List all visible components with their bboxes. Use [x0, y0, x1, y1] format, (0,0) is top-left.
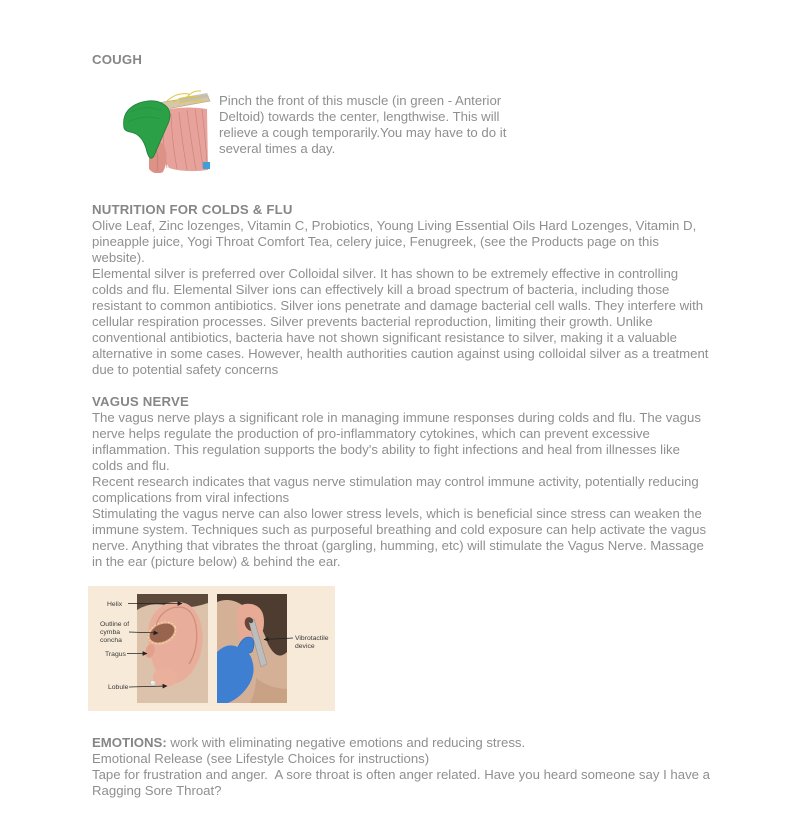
label-tragus: Tragus [105, 651, 126, 658]
vagus-paragraph-stimulation: Stimulating the vagus nerve can also lower stress levels, which is beneficial since stress can weaken the immune system. Techniques such as purposeful breathing and cold exposure can help activate the vagus nerve. Anything that vibrates the throat (gargling, humming, etc) will stimulate the Vagus Nerve. Massage in the ear (picture below) & behind the ear. [92, 506, 710, 569]
blue-marker-square [203, 162, 210, 169]
earring-shape [150, 680, 155, 685]
label-vibrotactile-line1: Vibrotactile [295, 635, 329, 642]
nutrition-paragraph-supplements: Olive Leaf, Zinc lozenges, Vitamin C, Probiotics, Young Living Essential Oils Hard Lozenges, Vitamin D, pineapple juice, Yogi Throat Comfort Tea, celery juice, Fenugreek, (see the Products page on this website). [92, 218, 700, 265]
ear-massage-figure [88, 586, 335, 711]
emotions-lead-rest: work with eliminating negative emotions and reducing stress. [166, 735, 526, 750]
vagus-nerve-section [92, 394, 712, 570]
label-helix: Helix [107, 601, 123, 608]
vagus-paragraph-research: Recent research indicates that vagus nerve stimulation may control immune activity, potentially reducing complications from viral infections [92, 474, 703, 505]
label-vibrotactile-line2: device [295, 643, 315, 650]
vagus-paragraph-immune: The vagus nerve plays a significant role in managing immune responses during colds and flu. The vagus nerve helps regulate the production of pro-inflammatory cytokines, which can prevent excessive inflammation. This regulation supports the body's ability to fight infections and heal from illnesses like colds and flu. [92, 410, 705, 473]
nutrition-heading: NUTRITION FOR COLDS & FLU [92, 202, 293, 217]
emotions-heading: EMOTIONS: [92, 735, 167, 750]
vibrotactile-device-photo [217, 594, 287, 703]
vagus-heading: VAGUS NERVE [92, 394, 189, 409]
label-lobule: Lobule [108, 684, 129, 691]
emotions-section [92, 735, 712, 799]
emotions-paragraph-tape: Tape for frustration and anger. A sore throat is often anger related. Have you heard someone say I have a Ragging Sore Throat? [92, 767, 714, 798]
cough-heading: COUGH [92, 52, 143, 67]
cough-instructions: Pinch the front of this muscle (in green - Anterior Deltoid) towards the center, lengthwise. This will relieve a cough temporarily.You may have to do it several times a day. [219, 93, 511, 156]
nutrition-paragraph-silver: Elemental silver is preferred over Colloidal silver. It has shown to be extremely effective in controlling colds and flu. Elemental Silver ions can effectively kill a broad spectrum of bacteria, including those resistant to common antibiotics. Silver ions penetrate and damage bacterial cell walls. They interfere with cellular respiration processes. Silver prevents bacterial reproduction, limiting their growth. Unlike conventional antibiotics, bacteria have not shown significant resistance to silver, making it a valuable alternative in some cases. However, health authorities caution against using colloidal silver as a treatment due to potential safety concerns [92, 266, 713, 377]
emotions-paragraph-release: Emotional Release (see Lifestyle Choices for instructions) [92, 751, 430, 766]
label-outline-line1: Outline of [100, 621, 130, 628]
anterior-deltoid-image [117, 88, 213, 173]
nutrition-section [92, 202, 712, 378]
emotions-lead-line [92, 735, 712, 751]
label-outline-line2: cymba [100, 629, 121, 636]
label-outline-line3: concha [100, 637, 122, 644]
lobule-shape [153, 667, 177, 687]
